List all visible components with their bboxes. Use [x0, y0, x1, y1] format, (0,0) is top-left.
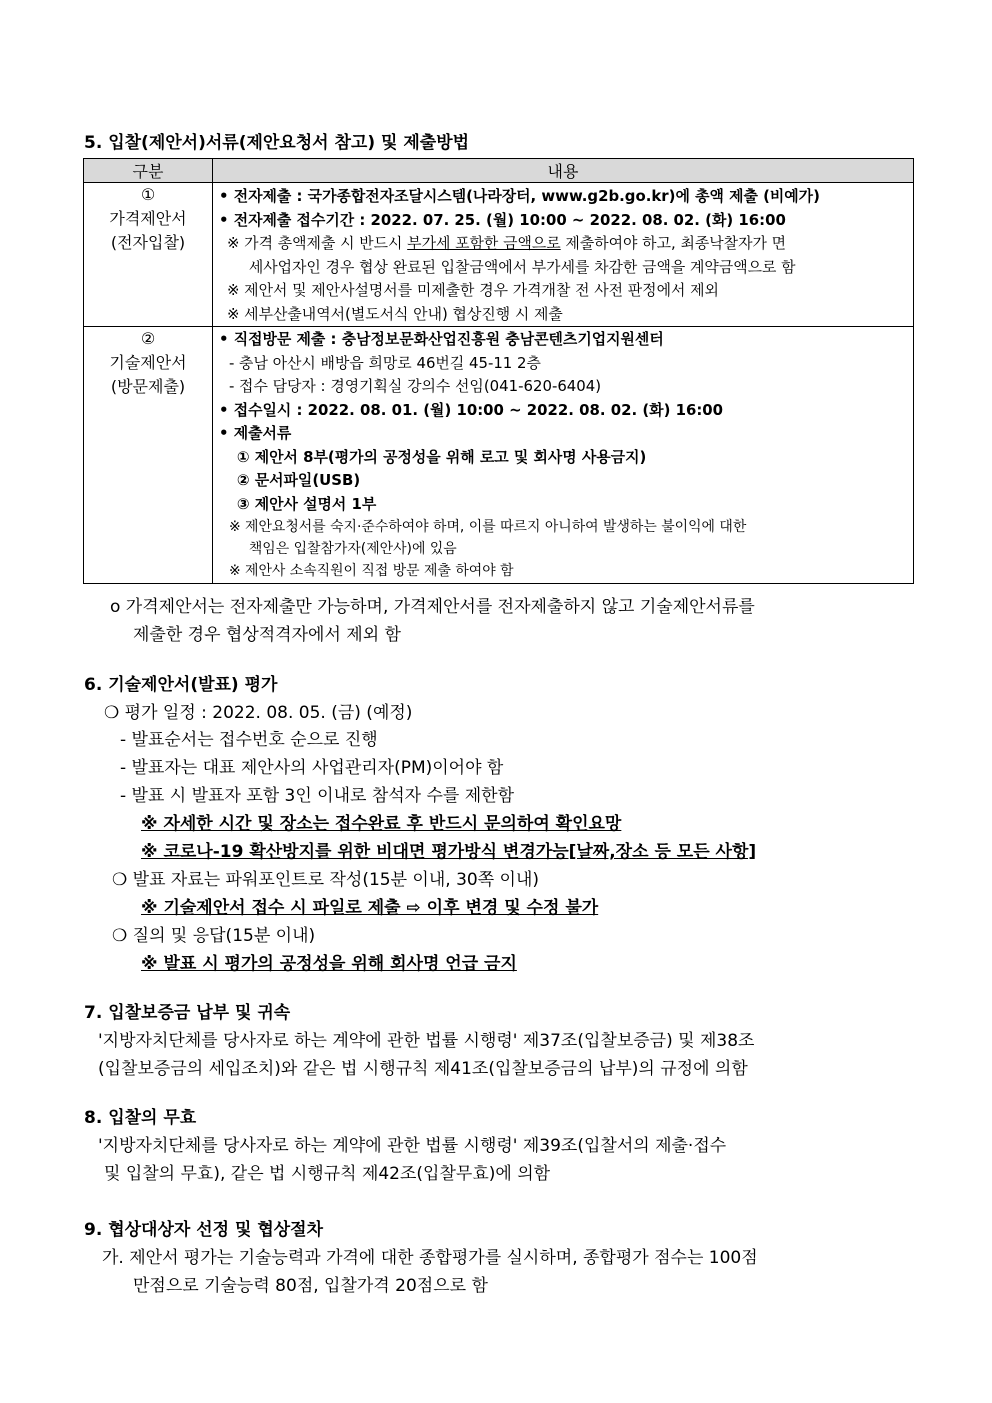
content-line: ① 제안서 8부(평가의 공정성을 위해 로고 및 회사명 사용금지) — [236, 447, 647, 466]
content-price — [213, 183, 914, 327]
section-7-title: 7. 입찰보증금 납부 및 귀속 — [84, 1003, 291, 1023]
section-5-title: 5. 입찰(제안서)서류(제안요청서 참고) 및 제출방법 — [84, 133, 470, 153]
notice-line: ※ 발표 시 평가의 공정성을 위해 회사명 언급 금지 — [141, 954, 517, 974]
list-item: - 발표자는 대표 제안사의 사업관리자(PM)이어야 함 — [120, 758, 504, 778]
category-name: 가격제안서 — [109, 209, 187, 228]
content-line: • 전자제출 접수기간 : 2022. 07. 25. (월) 10:00 ~ 2022. 08. 02. (화) 16:00 — [219, 210, 786, 229]
body-line: (입찰보증금의 세입조치)와 같은 법 시행규칙 제41조(입찰보증금의 납부)의 규정에 의함 — [98, 1059, 748, 1079]
content-line: ※ 제안서 및 제안사설명서를 미제출한 경우 가격개찰 전 사전 판정에서 제외 — [226, 281, 719, 299]
content-line: - 충남 아산시 배방읍 희망로 46번길 45-11 2층 — [228, 353, 541, 372]
table-row — [84, 183, 914, 327]
content-line: • 제출서류 — [219, 424, 292, 442]
note-line: o 가격제안서는 전자제출만 가능하며, 가격제안서를 전자제출하지 않고 기술제안서류를 — [110, 597, 755, 617]
notice-line: ※ 기술제안서 접수 시 파일로 제출 ⇨ 이후 변경 및 수정 불가 — [141, 898, 599, 918]
content-tech — [213, 327, 914, 584]
notice-line: ※ 자세한 시간 및 장소는 접수완료 후 반드시 문의하여 확인요망 — [141, 814, 622, 834]
section-6-title: 6. 기술제안서(발표) 평가 — [84, 675, 278, 695]
content-line: ※ 세부산출내역서(별도서식 안내) 협상진행 시 제출 — [226, 304, 563, 323]
content-line: ③ 제안사 설명서 1부 — [236, 494, 377, 513]
content-line: ※ 제안요청서를 숙지·준수하여야 하며, 이를 따르지 아니하여 발생하는 불이익에 대한 — [228, 519, 747, 535]
body-line: 만점으로 기술능력 80점, 입찰가격 20점으로 함 — [133, 1276, 488, 1296]
content-line: - 접수 담당자 : 경영기획실 강의수 선임(041-620-6404) — [228, 377, 602, 395]
header-category: 구분 — [84, 159, 213, 183]
content-line: ② 문서파일(USB) — [236, 471, 361, 489]
category-tech — [84, 327, 213, 584]
submission-table — [83, 158, 914, 584]
notice-line: ※ 코로나-19 확산방지를 위한 비대면 평가방식 변경가능[날짜,장소 등 모든 사항] — [141, 842, 757, 862]
category-method: (방문제출) — [110, 377, 186, 396]
list-item: ❍ 발표 자료는 파워포인트로 작성(15분 이내, 30쪽 이내) — [112, 870, 540, 890]
section-8-title: 8. 입찰의 무효 — [84, 1108, 197, 1128]
category-price — [84, 183, 213, 327]
note-line: 제출한 경우 협상적격자에서 제외 함 — [133, 625, 401, 645]
schedule-line: ❍ 평가 일정 : 2022. 08. 05. (금) (예정) — [104, 703, 413, 723]
content-line: 책임은 입찰참가자(제안사)에 있음 — [248, 541, 457, 557]
category-number: ① — [140, 185, 156, 204]
content-line: • 직접방문 제출 : 충남정보문화산업진흥원 충남콘텐츠기업지원센터 — [219, 330, 664, 348]
list-item: - 발표 시 발표자 포함 3인 이내로 참석자 수를 제한함 — [120, 786, 515, 806]
body-line: 가. 제안서 평가는 기술능력과 가격에 대한 종합평가를 실시하며, 종합평가 점수는 100점 — [102, 1248, 758, 1268]
list-item: - 발표순서는 접수번호 순으로 진행 — [120, 730, 378, 750]
category-method: (전자입찰) — [110, 233, 186, 252]
section-9-title: 9. 협상대상자 선정 및 협상절차 — [84, 1220, 324, 1240]
list-item: ❍ 질의 및 응답(15분 이내) — [112, 926, 316, 946]
content-line: 세사업자인 경우 협상 완료된 입찰금액에서 부가세를 차감한 금액을 계약금액으로 함 — [248, 257, 796, 276]
body-line: '지방자치단체를 당사자로 하는 계약에 관한 법률 시행령' 제37조(입찰보증금) 및 제38조 — [98, 1031, 755, 1051]
category-name: 기술제안서 — [109, 353, 187, 372]
content-line: ※ 가격 총액제출 시 반드시 부가세 포함한 금액으로 제출하여야 하고, 최종낙찰자가 면 — [226, 234, 787, 252]
category-number: ② — [140, 329, 156, 348]
table-header-row — [84, 159, 914, 183]
body-line: 및 입찰의 무효), 같은 법 시행규칙 제42조(입찰무효)에 의함 — [104, 1164, 551, 1184]
content-line: • 전자제출 : 국가종합전자조달시스템(나라장터, www.g2b.go.kr)에 총액 제출 (비예가) — [219, 187, 820, 205]
table-row — [84, 327, 914, 584]
header-content: 내용 — [213, 159, 914, 183]
content-line: ※ 제안사 소속직원이 직접 방문 제출 하여야 함 — [228, 563, 514, 579]
content-line: • 접수일시 : 2022. 08. 01. (월) 10:00 ~ 2022. 08. 02. (화) 16:00 — [219, 400, 724, 419]
body-line: '지방자치단체를 당사자로 하는 계약에 관한 법률 시행령' 제39조(입찰서의 제출·접수 — [98, 1136, 727, 1156]
